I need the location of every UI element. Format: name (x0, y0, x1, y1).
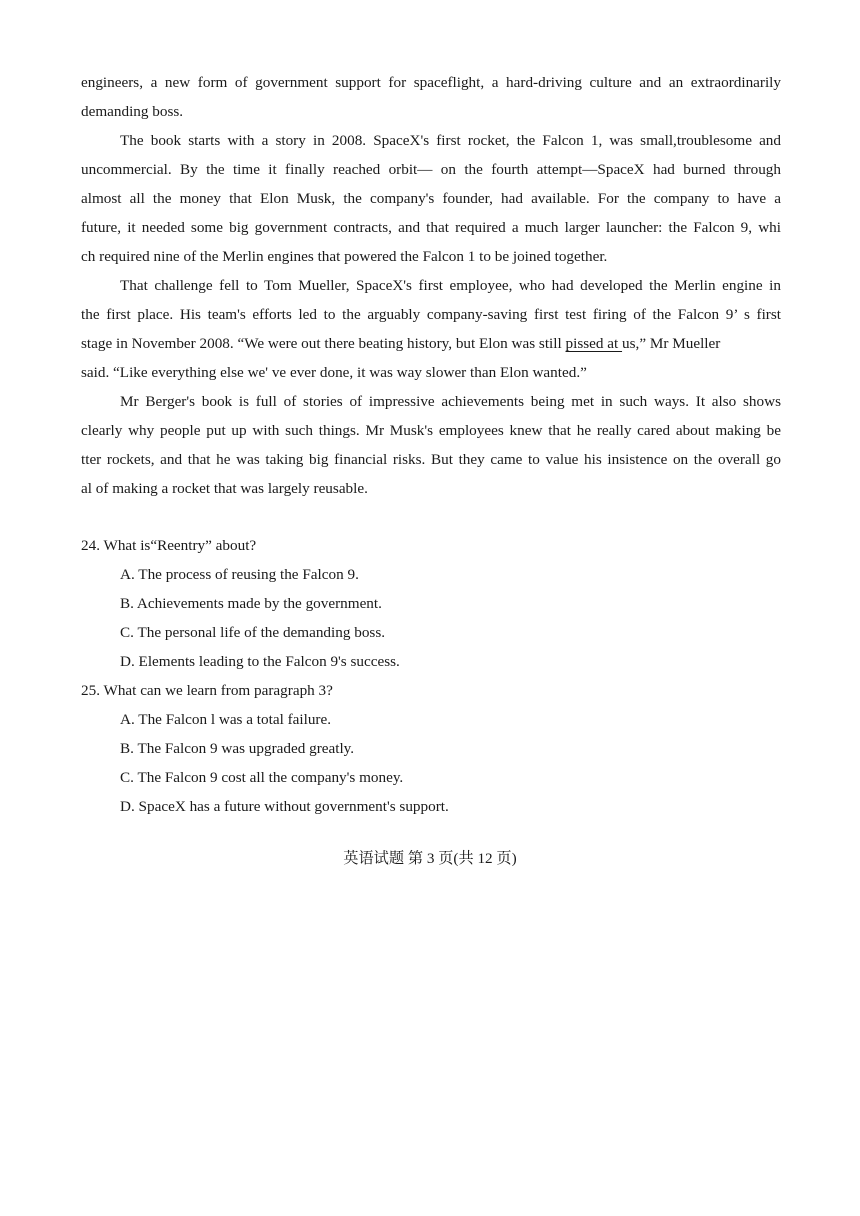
answer-option-d: D. Elements leading to the Falcon 9's success. (120, 653, 400, 670)
passage-text: us,” Mr Mueller (622, 335, 721, 352)
answer-option-c: C. The Falcon 9 cost all the company's money. (120, 769, 404, 786)
question-stem: 24. What is“Reentry” about? (81, 537, 257, 554)
passage-line: almost all the money that Elon Musk, the company's founder, had available. For the company to have a (81, 190, 781, 207)
answer-option-b: B. Achievements made by the government. (120, 595, 382, 612)
page-footer: 英语试题 第 3 页(共 12 页) (343, 850, 517, 867)
reading-passage (81, 68, 781, 503)
passage-line: future, it needed some big government contracts, and that required a much larger launcher: the Falcon 9, whi (81, 219, 781, 236)
passage-line: The book starts with a story in 2008. SpaceX's first rocket, the Falcon 1, was small,troublesome and (120, 132, 781, 149)
paragraph-2 (81, 126, 781, 271)
passage-line: said. “Like everything else we' ve ever done, it was way slower than Elon wanted.” (81, 364, 587, 381)
question-25 (81, 676, 781, 821)
passage-line: tter rockets, and that he was taking big financial risks. But they came to value his insistence on the overall go (81, 451, 781, 468)
passage-line (81, 329, 781, 358)
passage-line: That challenge fell to Tom Mueller, SpaceX's first employee, who had developed the Merlin engine in (120, 277, 781, 294)
paragraph-1 (81, 68, 781, 126)
paragraph-4 (81, 387, 781, 503)
question-stem: 25. What can we learn from paragraph 3? (81, 682, 333, 699)
answer-option-c: C. The personal life of the demanding boss. (120, 624, 386, 641)
answer-option-a: A. The process of reusing the Falcon 9. (120, 566, 359, 583)
passage-line: engineers, a new form of government support for spaceflight, a hard-driving culture and an extraordinarily (81, 74, 781, 91)
question-24 (81, 531, 781, 676)
question-list (81, 531, 781, 821)
underlined-phrase: pissed at (565, 335, 623, 352)
answer-option-a: A. The Falcon l was a total failure. (120, 711, 332, 728)
passage-line: Mr Berger's book is full of stories of impressive achievements being met in such ways. It also shows (120, 393, 781, 410)
answer-option-b: B. The Falcon 9 was upgraded greatly. (120, 740, 355, 757)
passage-line: ch required nine of the Merlin engines that powered the Falcon 1 to be joined together. (81, 248, 608, 265)
answer-option-d: D. SpaceX has a future without government's support. (120, 798, 449, 815)
paragraph-3 (81, 271, 781, 387)
passage-line: al of making a rocket that was largely reusable. (81, 480, 368, 497)
passage-line: demanding boss. (81, 103, 184, 120)
passage-line: the first place. His team's efforts led to the arguably company-saving first test firing of the Falcon 9’ s first (81, 306, 781, 323)
passage-line: clearly why people put up with such things. Mr Musk's employees knew that he really cared about making be (81, 422, 781, 439)
passage-text: stage in November 2008. “We were out there beating history, but Elon was still (81, 335, 566, 352)
passage-line: uncommercial. By the time it finally reached orbit— on the fourth attempt—SpaceX had burned through (81, 161, 781, 178)
